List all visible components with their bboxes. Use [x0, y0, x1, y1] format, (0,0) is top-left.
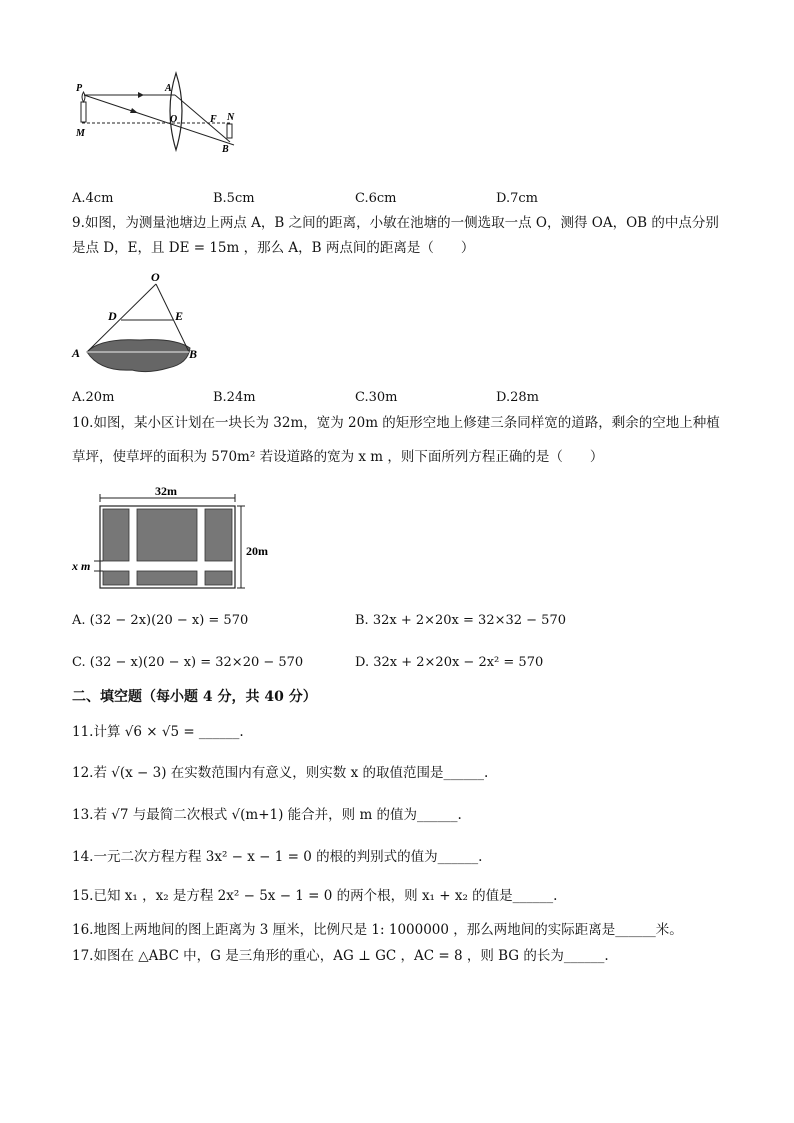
label-d: D [108, 309, 117, 323]
height-label: 20m [246, 544, 268, 558]
road-width-label: x m [72, 559, 91, 573]
q9-stem-line1: 9.如图，为测量池塘边上两点 A，B 之间的距离，小敏在池塘的一侧选取一点 O，测得 OA，OB 的中点分别 [72, 215, 719, 231]
question-16: 16.地图上两地间的图上距离为 3 厘米，比例尺是 1: 1000000 ，那么两地间的实际距离是______米。 [72, 922, 683, 938]
question-13: 13.若 √7 与最简二次根式 √(m+1) 能合并，则 m 的值为______. [72, 807, 462, 823]
grass-block [205, 571, 232, 585]
label-o: O [151, 270, 160, 284]
q8-option-b: B.5cm [213, 191, 255, 206]
grass-block [137, 509, 197, 561]
grass-block [103, 509, 129, 561]
grass-block [103, 571, 129, 585]
candle-flame [82, 92, 85, 102]
q8-option-d: D.7cm [496, 191, 538, 206]
candle-body [81, 102, 86, 122]
q9-option-c: C.30m [355, 390, 398, 405]
q9-stem-line2: 是点 D，E，且 DE = 15m ，那么 A，B 两点间的距离是（ ） [72, 240, 475, 256]
label-f: F [210, 114, 217, 125]
q10-option-d: D. 32x + 2×20x − 2x² = 570 [355, 655, 544, 670]
q8-option-c: C.6cm [355, 191, 397, 206]
arrow-po [130, 108, 138, 113]
pond-shape [87, 340, 190, 372]
arrow-pa [138, 92, 144, 98]
label-e: E [175, 309, 184, 323]
label-o: O [170, 114, 178, 125]
label-a: A [165, 83, 172, 94]
section-title: 二、填空题（每小题 4 分，共 40 分） [72, 689, 317, 705]
label-p: P [76, 83, 83, 94]
question-14: 14.一元二次方程方程 3x² − x − 1 = 0 的根的判别式的值为______. [72, 849, 483, 865]
q9-option-d: D.28m [496, 390, 539, 405]
grass-block [205, 509, 232, 561]
q9-option-b: B.24m [213, 390, 256, 405]
grass-block [137, 571, 197, 585]
field-figure [70, 484, 280, 592]
convex-lens [170, 73, 182, 150]
label-n: N [227, 112, 235, 123]
question-12: 12.若 √(x − 3) 在实数范围内有意义，则实数 x 的取值范围是______. [72, 765, 489, 781]
width-label: 32m [155, 484, 177, 498]
q10-option-b: B. 32x + 2×20x = 32×32 − 570 [355, 613, 566, 628]
pond-figure [70, 268, 210, 378]
label-b: B [189, 347, 198, 361]
q8-option-a: A.4cm [72, 191, 114, 206]
q10-option-c: C. (32 − x)(20 − x) = 32×20 − 570 [72, 655, 304, 670]
question-15: 15.已知 x₁ ，x₂ 是方程 2x² − 5x − 1 = 0 的两个根，则 x₁ + x₂ 的值是______. [72, 888, 558, 904]
image-body [227, 124, 232, 138]
question-11: 11.计算 √6 × √5 = ______. [72, 724, 244, 740]
q10-stem-line1: 10.如图，某小区计划在一块长为 32m，宽为 20m 的矩形空地上修建三条同样宽的道路，剩余的空地上种植 [72, 415, 720, 431]
label-b: B [222, 144, 229, 155]
q9-option-a: A.20m [72, 390, 115, 405]
label-m: M [76, 128, 85, 139]
q10-option-a: A. (32 − 2x)(20 − x) = 570 [72, 613, 249, 628]
q10-stem-line2: 草坪，使草坪的面积为 570m² 若设道路的宽为 x m ，则下面所列方程正确的是（ ） [72, 449, 604, 465]
label-a: A [72, 346, 81, 360]
lens-figure [72, 68, 252, 158]
question-17: 17.如图在 △ABC 中，G 是三角形的重心，AG ⊥ GC ，AC = 8 ，则 BG 的长为______. [72, 948, 609, 964]
